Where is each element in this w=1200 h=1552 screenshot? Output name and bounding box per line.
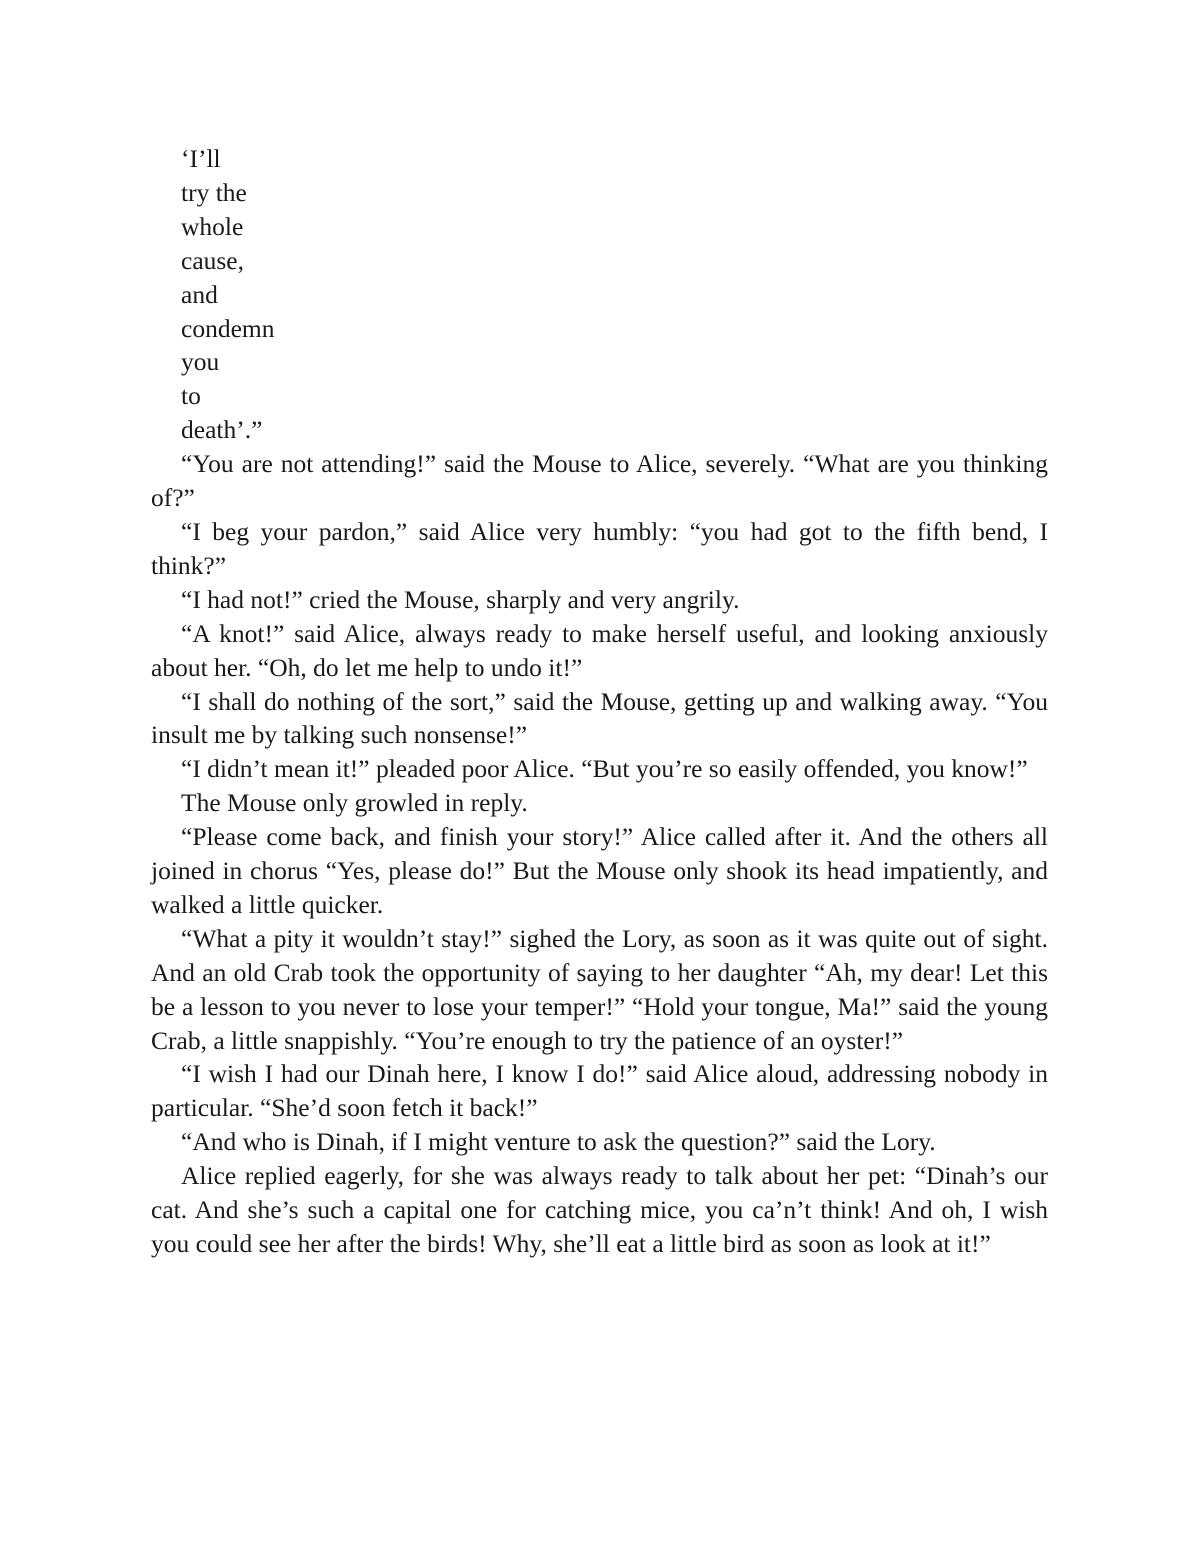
tail-line: you bbox=[181, 347, 220, 377]
book-page bbox=[151, 142, 1048, 1261]
paragraph: “A knot!” said Alice, always ready to make herself useful, and looking anxiously about her. “Oh, do let me help to undo it!” bbox=[151, 618, 1048, 682]
paragraph: “And who is Dinah, if I might venture to ask the question?” said the Lory. bbox=[181, 1127, 936, 1157]
paragraph: Alice replied eagerly, for she was always ready to talk about her pet: “Dinah’s our cat. And she’s such a capital one for catching mice, you ca’n’t think! And oh, I wish you could see her after the birds! Why, she’ll eat a little bird as soon as look at it!” bbox=[151, 1161, 1048, 1258]
paragraph: “I didn’t mean it!” pleaded poor Alice. “But you’re so easily offended, you know!” bbox=[181, 754, 1028, 784]
paragraph: “I beg your pardon,” said Alice very humbly: “you had got to the fifth bend, I think?” bbox=[151, 516, 1048, 580]
paragraph: “What a pity it wouldn’t stay!” sighed the Lory, as soon as it was quite out of sight. And an old Crab took the opportunity of saying to her daughter “Ah, my dear! Let this be a lesson to you never to lose your temper!” “Hold your tongue, Ma!” said the young Crab, a little snappishly. “You’re enough to try the patience of an oyster!” bbox=[151, 923, 1048, 1055]
paragraph: The Mouse only growled in reply. bbox=[181, 788, 528, 818]
paragraph: “I shall do nothing of the sort,” said the Mouse, getting up and walking away. “You insult me by talking such nonsense!” bbox=[151, 686, 1048, 750]
body-text bbox=[151, 447, 1048, 1261]
paragraph: “I wish I had our Dinah here, I know I do!” said Alice aloud, addressing nobody in particular. “She’d soon fetch it back!” bbox=[151, 1059, 1048, 1123]
paragraph: “I had not!” cried the Mouse, sharply and very angrily. bbox=[181, 584, 740, 614]
tail-line: condemn bbox=[181, 313, 275, 343]
paragraph: “Please come back, and finish your story!” Alice called after it. And the others all joined in chorus “Yes, please do!” But the Mouse only shook its head impatiently, and walked a little quicker. bbox=[151, 822, 1048, 919]
tail-line: death’.” bbox=[181, 415, 263, 445]
paragraph: “You are not attending!” said the Mouse to Alice, severely. “What are you thinking of?” bbox=[151, 449, 1048, 513]
tail-line: to bbox=[181, 381, 201, 411]
tail-line: try the bbox=[181, 177, 247, 207]
tail-line: whole bbox=[181, 211, 244, 241]
tail-line: cause, bbox=[181, 245, 245, 275]
tail-line: and bbox=[181, 279, 218, 309]
tail-line: ‘I’ll bbox=[181, 144, 221, 173]
mouse-tale-tail bbox=[151, 142, 1048, 447]
